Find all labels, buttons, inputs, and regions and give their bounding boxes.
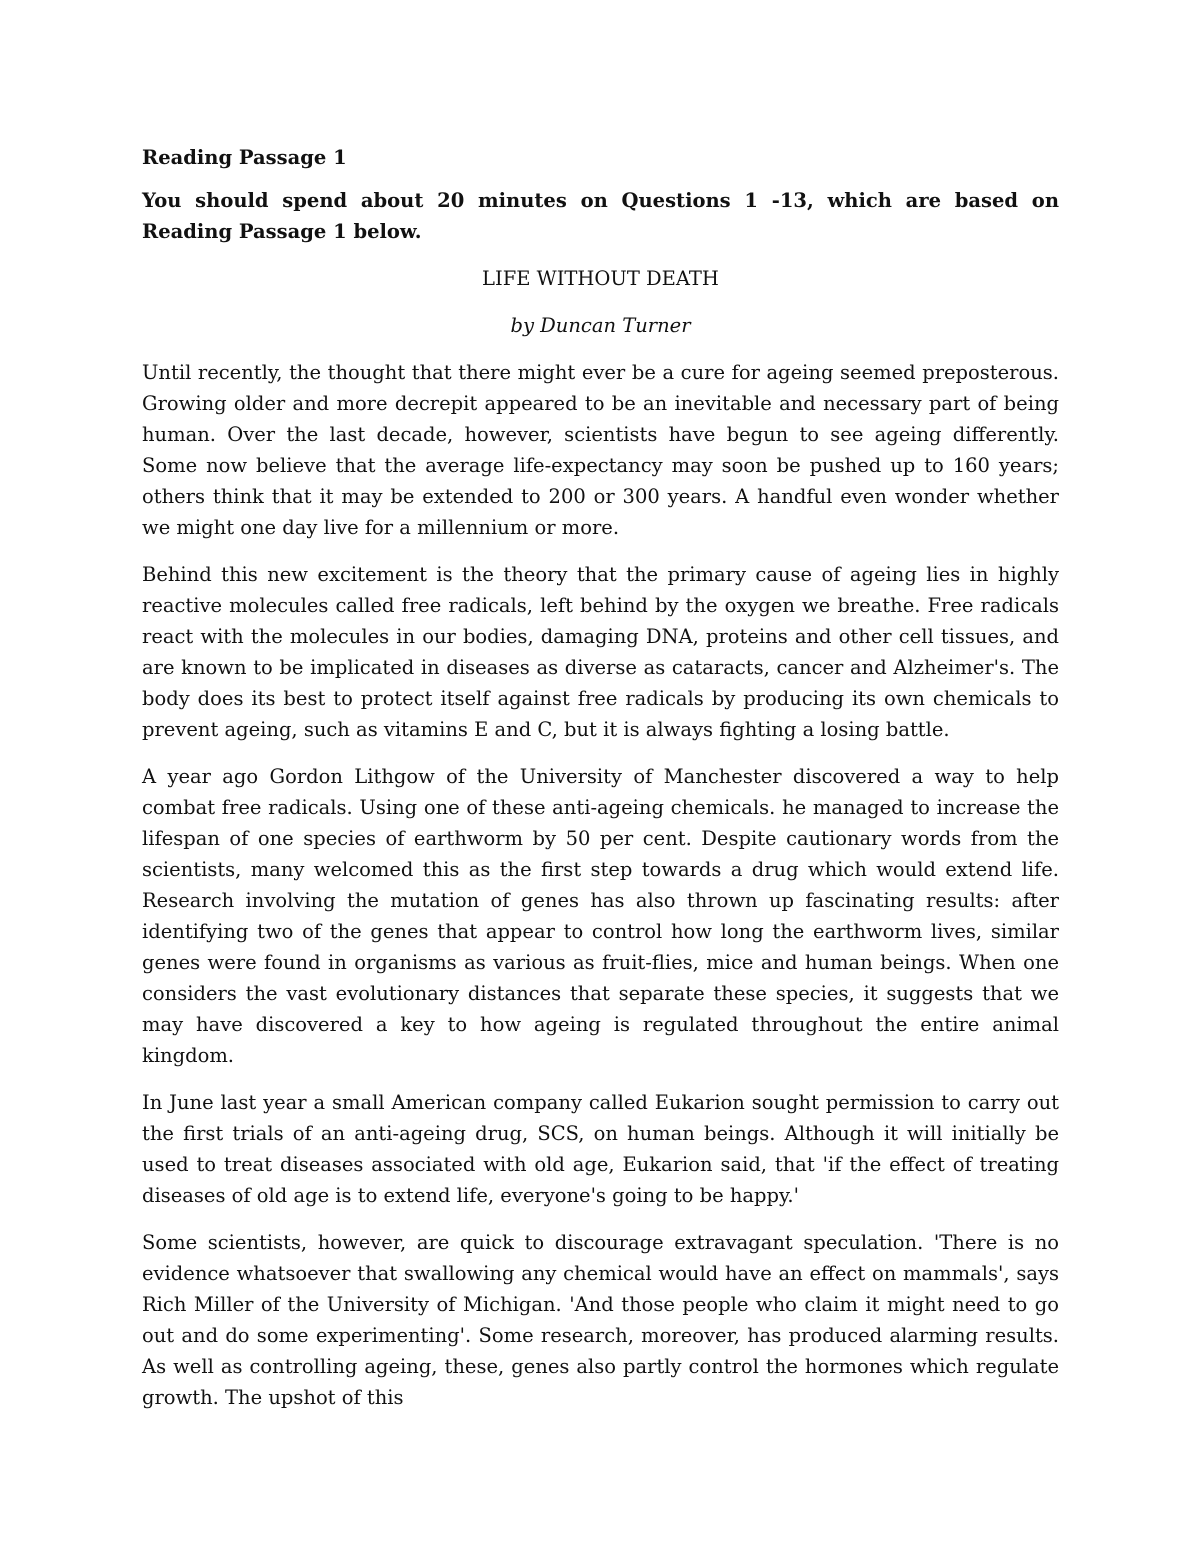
instruction-text: You should spend about 20 minutes on Questions 1 -13, which are based on Reading Passage 1 below. <box>142 189 1059 243</box>
section-heading: Reading Passage 1 <box>142 146 347 169</box>
paragraph-1: Until recently, the thought that there might ever be a cure for ageing seemed preposterous. Growing older and more decrepit appeared to be an inevitable and necessary part of being human. Over the last decade, however, scientists have begun to see ageing differently. Some now believe that the average life-expectancy may soon be pushed up to 160 years; others think that it may be extended to 200 or 300 years. A handful even wonder whether we might one day live for a millennium or more. <box>142 361 1059 539</box>
author-byline: by Duncan Turner <box>510 314 691 337</box>
paragraph-2: Behind this new excitement is the theory that the primary cause of ageing lies in highly reactive molecules called free radicals, left behind by the oxygen we breathe. Free radicals react with the molecules in our bodies, damaging DNA, proteins and other cell tissues, and are known to be implicated in diseases as diverse as cataracts, cancer and Alzheimer's. The body does its best to protect itself against free radicals by producing its own chemicals to prevent ageing, such as vitamins E and C, but it is always fighting a losing battle. <box>142 563 1059 741</box>
document-page <box>142 142 1059 1429</box>
paragraph-4: In June last year a small American company called Eukarion sought permission to carry out the first trials of an anti-ageing drug, SCS, on human beings. Although it will initially be used to treat diseases associated with old age, Eukarion said, that 'if the effect of treating diseases of old age is to extend life, everyone's going to be happy.' <box>142 1091 1059 1207</box>
paragraph-5: Some scientists, however, are quick to discourage extravagant speculation. 'There is no evidence whatsoever that swallowing any chemical would have an effect on mammals', says Rich Miller of the University of Michigan. 'And those people who claim it might need to go out and do some experimenting'. Some research, moreover, has produced alarming results. As well as controlling ageing, these, genes also partly control the hormones which regulate growth. The upshot of this <box>142 1231 1059 1409</box>
paragraph-3: A year ago Gordon Lithgow of the University of Manchester discovered a way to help combat free radicals. Using one of these anti-ageing chemicals. he managed to increase the lifespan of one species of earthworm by 50 per cent. Despite cautionary words from the scientists, many welcomed this as the first step towards a drug which would extend life. Research involving the mutation of genes has also thrown up fascinating results: after identifying two of the genes that appear to control how long the earthworm lives, similar genes were found in organisms as various as fruit-flies, mice and human beings. When one considers the vast evolutionary distances that separate these species, it suggests that we may have discovered a key to how ageing is regulated throughout the entire animal kingdom. <box>142 765 1059 1067</box>
passage-title: LIFE WITHOUT DEATH <box>482 267 719 290</box>
